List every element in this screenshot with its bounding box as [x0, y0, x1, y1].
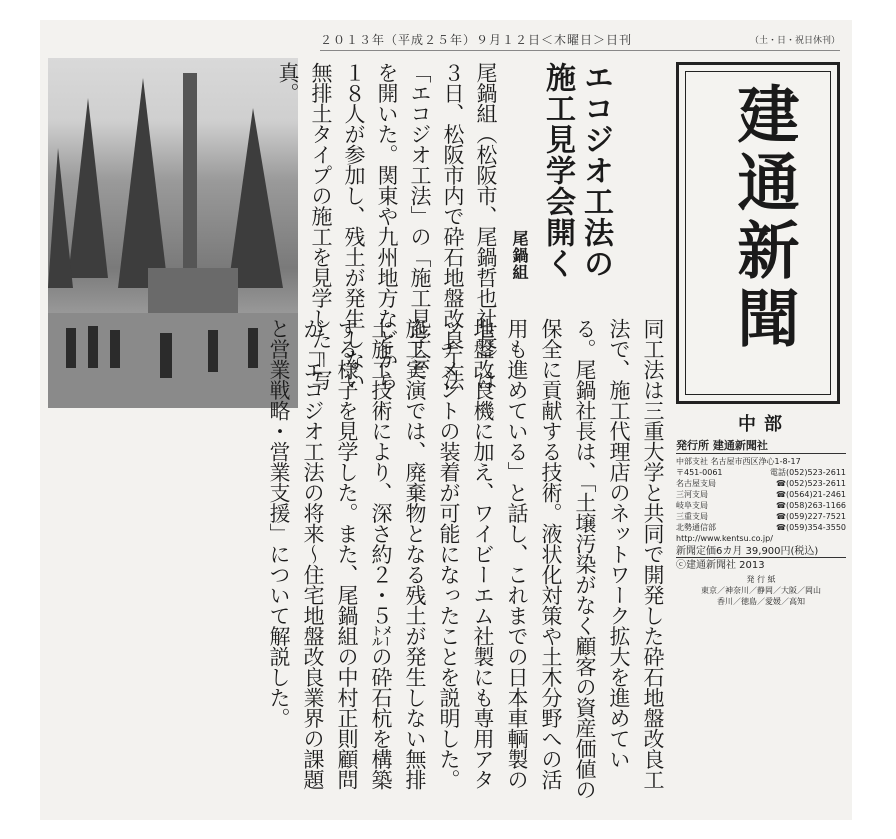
contact-phone: ☎(0564)21-2461 — [776, 490, 846, 499]
headline — [538, 62, 614, 279]
masthead-region: 中部 — [738, 414, 790, 435]
website-url: http://www.kentsu.co.jp/ — [676, 534, 773, 543]
masthead — [676, 62, 840, 404]
publisher-label: 発行所 建通新聞社 — [676, 440, 846, 454]
masthead-frame — [685, 71, 831, 395]
contact-name: 名古屋支局 — [676, 479, 716, 488]
editions-line-2: 香川／徳島／愛媛／高知 — [717, 597, 805, 606]
publisher-address: 中部支社 名古屋市西区浄心1-8-17 — [676, 457, 801, 466]
contact-row — [676, 522, 846, 533]
contact-row — [676, 511, 846, 522]
headline-line-2: 施工見学会開く — [540, 62, 575, 279]
editions-list — [676, 574, 846, 607]
publication-note: （土・日・祝日休刊） — [749, 35, 840, 46]
contact-phone: ☎(058)263-1166 — [776, 501, 846, 510]
contact-row — [676, 478, 846, 489]
drilling-rig — [148, 268, 238, 313]
contact-name: 三河支局 — [676, 490, 708, 499]
dateline — [320, 28, 840, 51]
contact-name: 〒451-0061 — [676, 468, 723, 477]
contact-row — [676, 489, 846, 500]
contact-row — [676, 500, 846, 511]
contact-row — [676, 467, 846, 478]
contact-phone: ☎(059)354-3550 — [776, 523, 846, 532]
byline: 尾鍋組 — [510, 230, 529, 281]
copyright: ⓒ建通新聞社 2013 — [676, 560, 765, 571]
headline-line-1: エコジオ工法の — [578, 62, 613, 279]
contact-name: 岐阜支局 — [676, 501, 708, 510]
article-paragraph-2: 同工法は三重大学と共同で開発した砕石地盤改良工法で、施工代理店のネットワーク拡大を進めている。尾鍋社長は、「土壌汚染がなく顧客の資産価値の保全に貢献する技術。液状化対策や土木分野への活用も進めている」と話し、これまでの日本車輌製の地盤改良機に加え、ワイビーエム社製にも専用アタッチメントの装着が可能になったことを説明した。施工実演では、廃棄物となる残土が発生しない無排土施工技術により、深さ約２・５㍍の砕石杭を構築する様子を見学した。また、尾鍋組の中村正則顧問が「エコジオ工法の将来～住宅地盤改良業界の課題と営業戦略・営業支援」について解説した。 — [267, 318, 665, 800]
contact-name: 三重支局 — [676, 512, 708, 521]
editions-title: 発 行 紙 — [746, 575, 776, 584]
article-paragraph-1: 尾鍋組（松阪市、尾鍋哲也社長）は３日、松阪市内で砕石地盤改良工法「エコジオ工法」の「施工見学会」を開いた。関東や九州地方などから１８人が参加し、残土が発生しない無排土タイプの施工を見学した＝写真。 — [276, 62, 498, 390]
editions-line-1: 東京／神奈川／静岡／大阪／岡山 — [701, 586, 821, 595]
contact-phone: 電話(052)523-2611 — [769, 468, 846, 477]
subscription-price: 新聞定価6カ月 39,900円(税込) — [676, 546, 846, 558]
contact-phone: ☎(052)523-2611 — [776, 479, 846, 488]
trees — [48, 78, 283, 288]
masthead-title: 建通新聞 — [727, 82, 800, 354]
issue-date: ２０１３年（平成２５年）９月１２日＜木曜日＞日刊 — [320, 32, 633, 47]
contact-name: 北勢通信部 — [676, 523, 716, 532]
publisher-box — [676, 440, 846, 607]
contact-phone: ☎(059)227-7521 — [776, 512, 846, 521]
